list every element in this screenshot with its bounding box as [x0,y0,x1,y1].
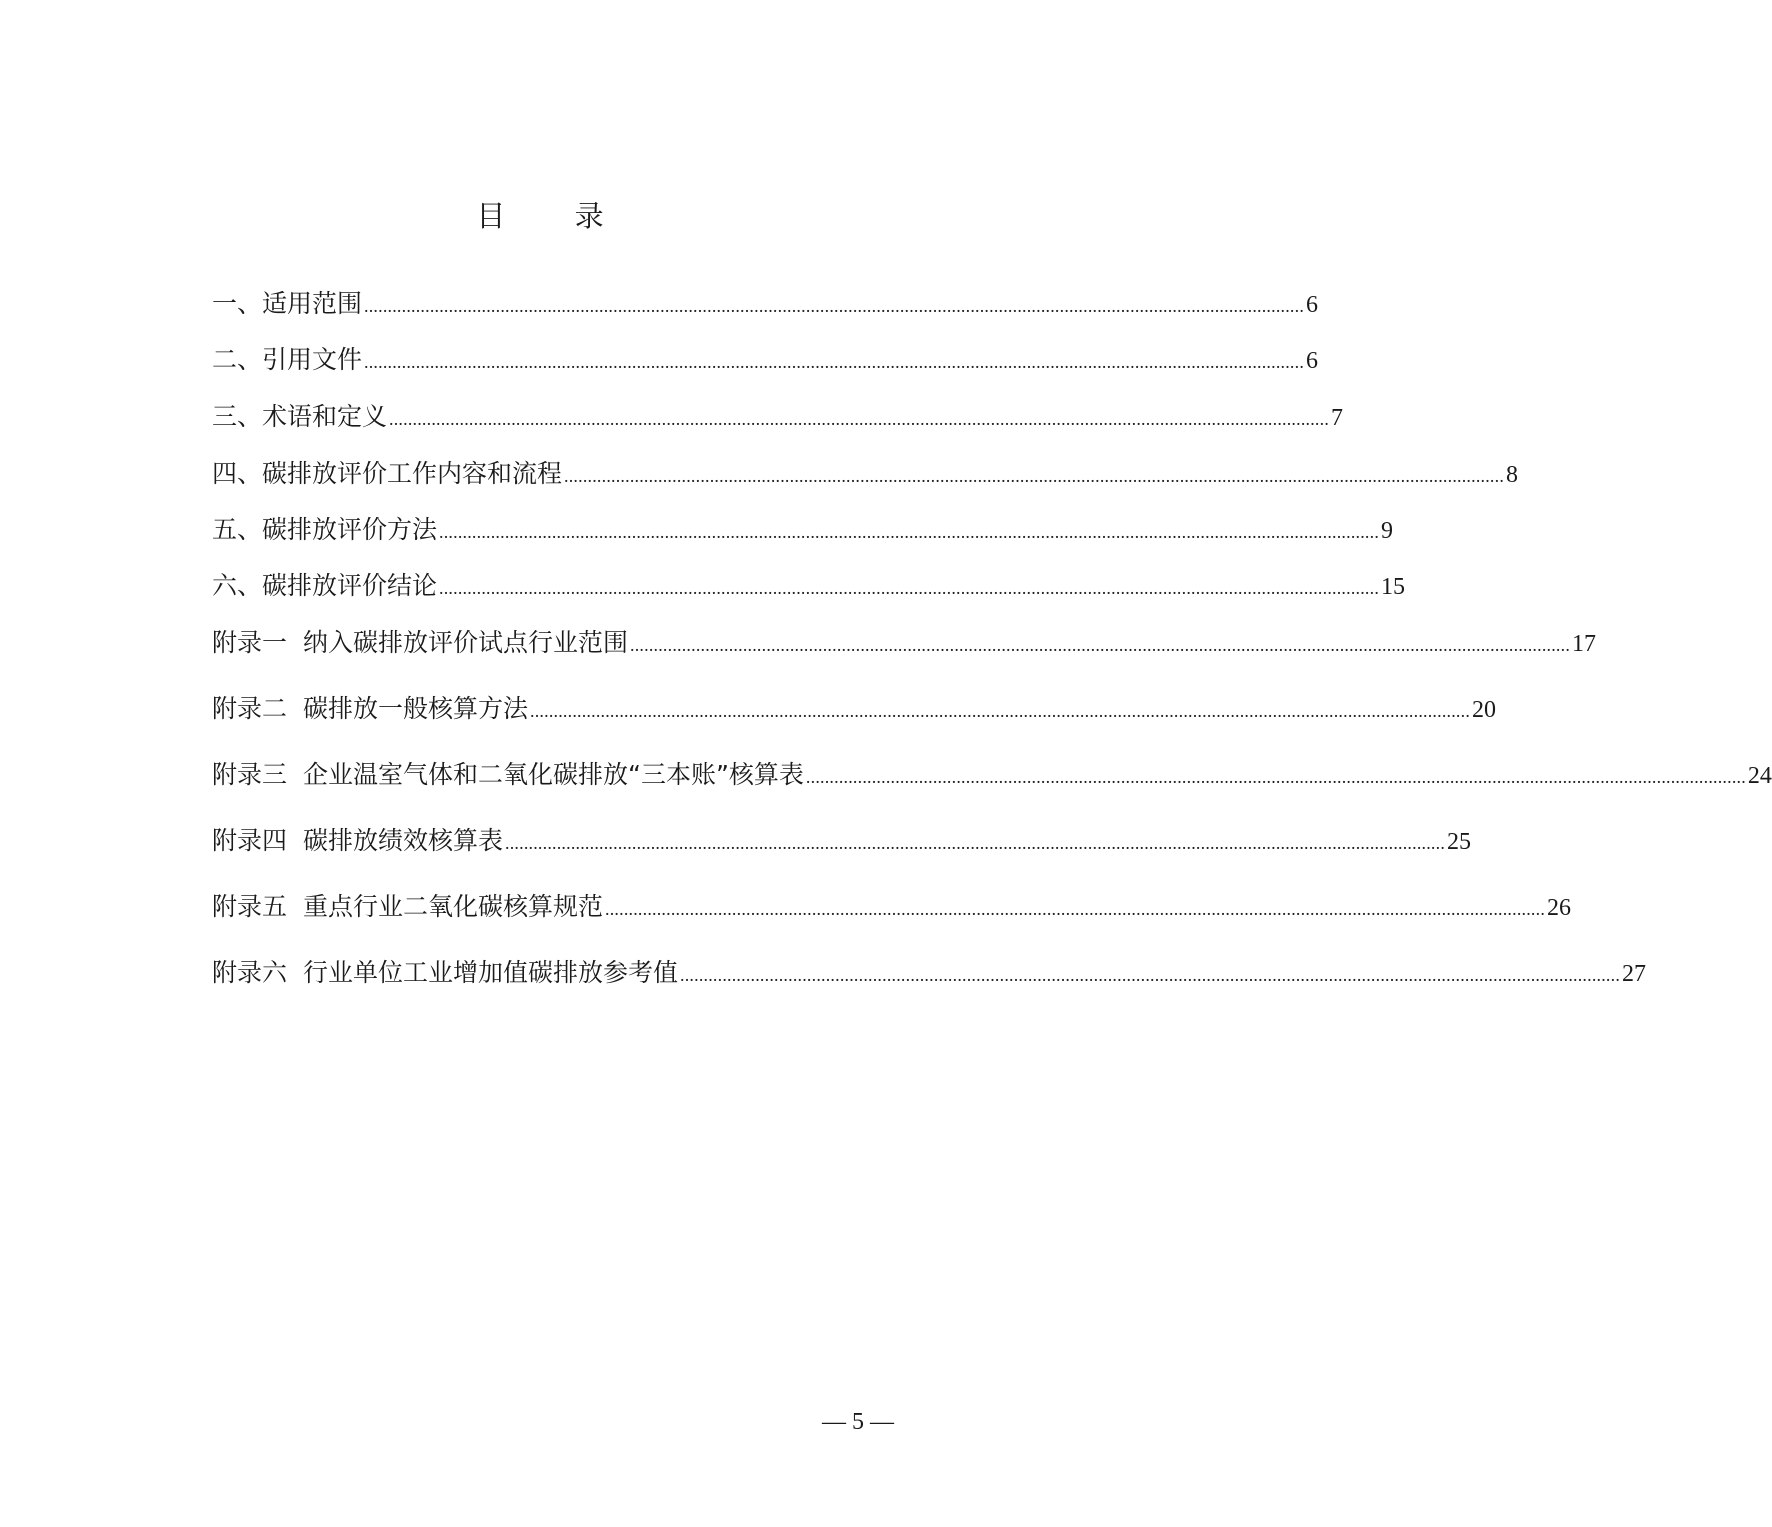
toc-entry-appendix[interactable] [212,951,1647,995]
toc-entry[interactable] [212,564,1406,608]
dot-leader: ........................................................................................................................................................................................................ [389,409,1330,429]
toc-entry-prefix: 二、 [212,345,263,374]
toc-entry[interactable] [212,282,1319,326]
toc-entry-page: 25 [1447,829,1472,855]
toc-entry-page: 20 [1472,697,1497,723]
toc-entry-page: 15 [1381,574,1406,600]
dot-leader: ........................................................................................................................................................................................................ [505,833,1446,853]
toc-entry-prefix: 附录六 [212,958,288,987]
page-number-footer: — 5 — [822,1409,894,1435]
toc-entry-text: 碳排放绩效核算表 [303,826,504,855]
toc-entry[interactable] [212,452,1519,496]
toc-entry-prefix: 附录一 [212,628,288,657]
toc-entry-prefix: 一、 [212,289,263,318]
toc-entry-text: 碳排放评价工作内容和流程 [262,459,563,488]
toc-entry-text: 企业温室气体和二氧化碳排放“三本账”核算表 [303,760,804,789]
toc-title: 目 录 [476,199,634,233]
dot-leader: ........................................................................................................................................................................................................ [439,578,1380,598]
toc-entry-page: 8 [1506,462,1519,488]
dot-leader: ........................................................................................................................................................................................................ [605,899,1546,919]
dot-leader: ........................................................................................................................................................................................................ [439,522,1380,542]
dot-leader: ........................................................................................................................................................................................................ [564,466,1505,486]
toc-entry-page: 24 [1747,763,1772,789]
toc-entry-page: 17 [1572,631,1597,657]
toc-entry-text: 碳排放评价结论 [262,571,438,600]
toc-entry-prefix: 附录三 [212,760,288,789]
toc-entry[interactable] [212,395,1344,439]
toc-entry-text: 碳排放一般核算方法 [303,694,529,723]
toc-entry-text: 引用文件 [262,345,363,374]
toc-entry[interactable] [212,338,1319,382]
toc-entry-page: 26 [1547,895,1572,921]
toc-entry-appendix[interactable] [212,621,1597,665]
dot-leader: ........................................................................................................................................................................................................ [530,701,1471,721]
toc-entry-prefix: 三、 [212,402,263,431]
toc-entry-appendix[interactable] [212,687,1497,731]
toc-entry-text: 碳排放评价方法 [262,515,438,544]
toc-entry[interactable] [212,508,1394,552]
toc-entry-page: 9 [1381,518,1394,544]
dot-leader: ........................................................................................................................................................................................................ [364,352,1305,372]
toc-entry-text: 纳入碳排放评价试点行业范围 [303,628,629,657]
toc-entry-text: 重点行业二氧化碳核算规范 [303,892,604,921]
toc-entry-appendix[interactable] [212,819,1472,863]
dot-leader: ........................................................................................................................................................................................................ [364,296,1305,316]
dot-leader: ........................................................................................................................................................................................................ [680,965,1621,985]
toc-entry-appendix[interactable] [212,885,1572,929]
toc-entry-page: 6 [1306,292,1319,318]
toc-entry-page: 6 [1306,348,1319,374]
dot-leader: ........................................................................................................................................................................................................ [805,767,1746,787]
toc-entry-prefix: 四、 [212,459,263,488]
toc-entry-text: 术语和定义 [262,402,388,431]
toc-entry-page: 27 [1622,961,1647,987]
toc-entry-text: 行业单位工业增加值碳排放参考值 [303,958,679,987]
toc-entry-prefix: 附录四 [212,826,288,855]
toc-entry-prefix: 附录五 [212,892,288,921]
dot-leader: ........................................................................................................................................................................................................ [630,635,1571,655]
toc-entry-appendix[interactable] [212,753,1772,797]
toc-entry-prefix: 附录二 [212,694,288,723]
toc-entry-prefix: 六、 [212,571,263,600]
toc-entry-text: 适用范围 [262,289,363,318]
toc-entry-page: 7 [1331,405,1344,431]
toc-entry-prefix: 五、 [212,515,263,544]
